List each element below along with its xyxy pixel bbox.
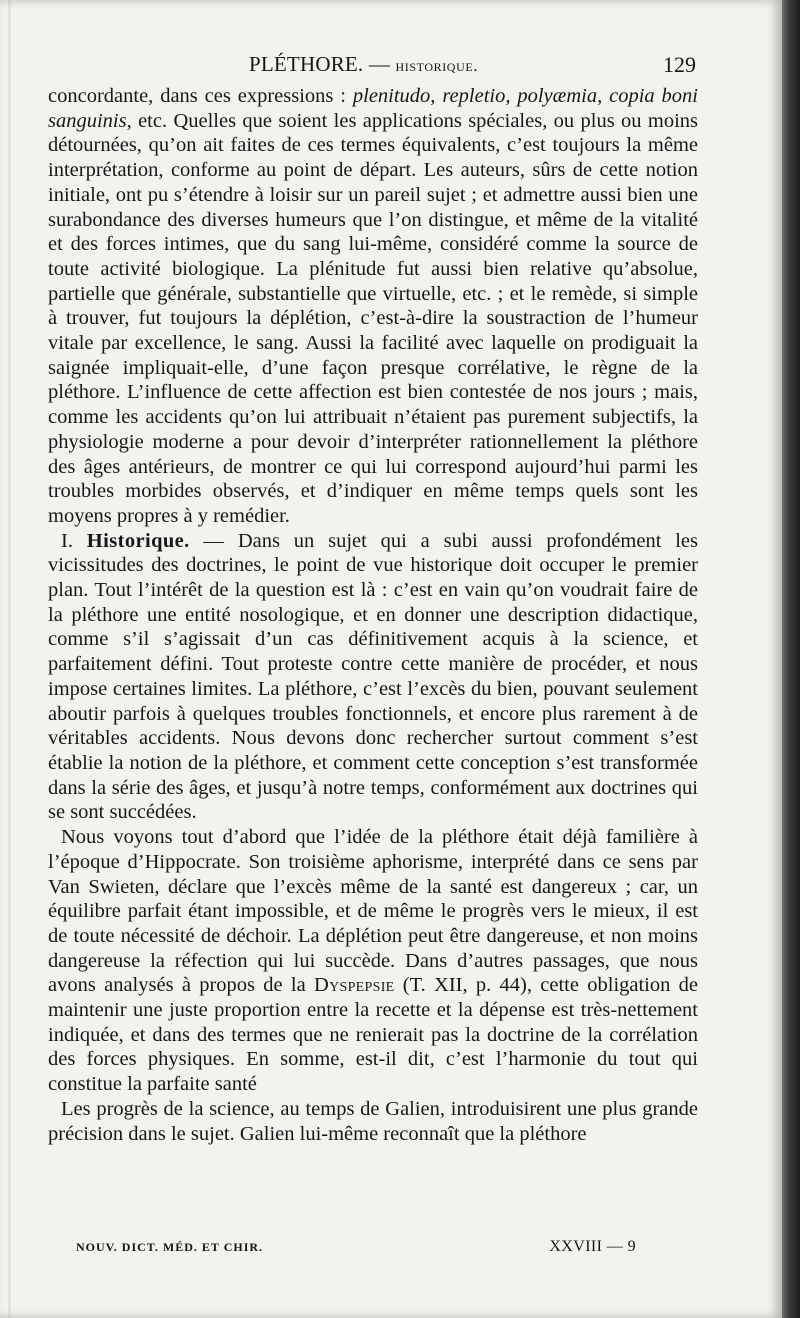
paragraph-historique: [48, 529, 698, 825]
body-text: [48, 84, 698, 1146]
running-header: [48, 52, 698, 80]
footer-volume: XXVIII — 9: [549, 1238, 636, 1255]
paragraph-galien-text: Les progrès de la science, au temps de Galien, introduisirent une plus grande précision dans le sujet. Galien lui-même reconnaît que la pléthore: [48, 1097, 698, 1145]
paragraph-historique-text: — Dans un sujet qui a subi aussi profondément les vicissitudes des doctrines, le point de vue historique doit occuper le premier plan. Tout l’intérêt de la question est là : c’est en vain qu’on voudrait faire de la pléthore une entité nosologique, et en donner une description didactique, comme s’il s’agissait d’un cas définitivement acquis à la science, et parfaitement défini. Tout proteste contre cette manière de procéder, et nous impose certaines limites. La pléthore, c’est l’excès du bien, pouvant seulement aboutir parfois à quelques troubles fonctionnels, et encore plus rarement à de véritables accidents. Nous devons donc rechercher surtout comment s’est établie la notion de la pléthore, et comment cette conception s’est transformée dans la série des âges, et jusqu’à notre temps, conformément aux doctrines qui se sont succédées.: [48, 529, 698, 824]
page-edge-shadow: [782, 0, 800, 1318]
paragraph-hippocrate-text-a: Nous voyons tout d’abord que l’idée de la pléthore était déjà familière à l’époque d’Hippocrate. Son troisième aphorisme, interprété dans ce sens par Van Swieten, déclare que l’excès même de la santé est dangereux ; car, un équilibre parfait étant impossible, et de même le progrès vers le mieux, il est de toute nécessité de déchoir. La déplétion peut être dangereuse, et non moins dangereuse la réfection qui lui succède. Dans d’autres passages, que nous avons analysés à propos de la: [48, 826, 698, 997]
paragraph-1: [48, 84, 698, 529]
paragraph-1-text-a: concordante, dans ces expressions :: [48, 85, 353, 107]
paragraph-galien: [48, 1097, 698, 1146]
section-heading: Historique.: [86, 529, 190, 552]
latin-terms: plenitudo, repletio, polyæmia, copia boni sanguinis: [48, 85, 698, 132]
dyspepsie-reference: Dyspepsie: [314, 974, 395, 997]
running-head-main: PLÉTHORE. —: [249, 52, 396, 76]
running-head-title: [249, 52, 478, 77]
page-gutter-shadow: [8, 0, 11, 1318]
footer-signature: NOUV. DICT. MÉD. ET CHIR.: [76, 1240, 264, 1254]
section-number: I.: [61, 529, 87, 552]
page-footer: [76, 1240, 636, 1264]
paragraph-hippocrate: [48, 825, 698, 1097]
paragraph-hippocrate-text-b: (T. XII, p. 44), cette obligation de maintenir une juste proportion entre la recette et la dépense est très-nettement indiquée, et dans des termes que ne renierait pas la doctrine de la corrélation des forces physiques. En somme, est-il dit, c’est l’harmonie du tout qui constitue la parfaite santé: [48, 974, 699, 1096]
page-number: 129: [663, 52, 696, 77]
running-head-section: historique.: [395, 56, 479, 75]
paragraph-1-text-b: , etc. Quelles que soient les applications spéciales, ou plus ou moins détournées, qu’on ait faites de ces termes équivalents, c’est toujours la même interprétation, conforme au point de départ. Les auteurs, sûrs de cette notion initiale, ont pu s’étendre à loisir sur un pareil sujet ; et admettre aussi bien une surabondance des diverses humeurs que l’on distingue, et même de la vitalité et des forces intimes, que du sang lui-même, considéré comme la source de toute activité biologique. La plénitude fut aussi bien relative qu’absolue, partielle que générale, substantielle que virtuelle, etc. ; et le remède, si simple à trouver, fut toujours la déplétion, c’est-à-dire la soustraction de l’humeur vitale par excellence, le sang. Aussi la facilité avec laquelle on prodiguait la saignée impliquait-elle, d’une façon presque corrélative, le règne de la pléthore. L’influence de cette affection est bien contestée de nos jours ; mais, comme les accidents qu’on lui attribuait n’étaient pas purement subjectifs, la physiologie moderne a pour devoir d’interpréter rationnellement la pléthore des âges antérieurs, de montrer ce qui lui correspond aujourd’hui parmi les troubles morbides observés, et d’indiquer en même temps quels sont les moyens propres à y remédier.: [48, 109, 698, 527]
